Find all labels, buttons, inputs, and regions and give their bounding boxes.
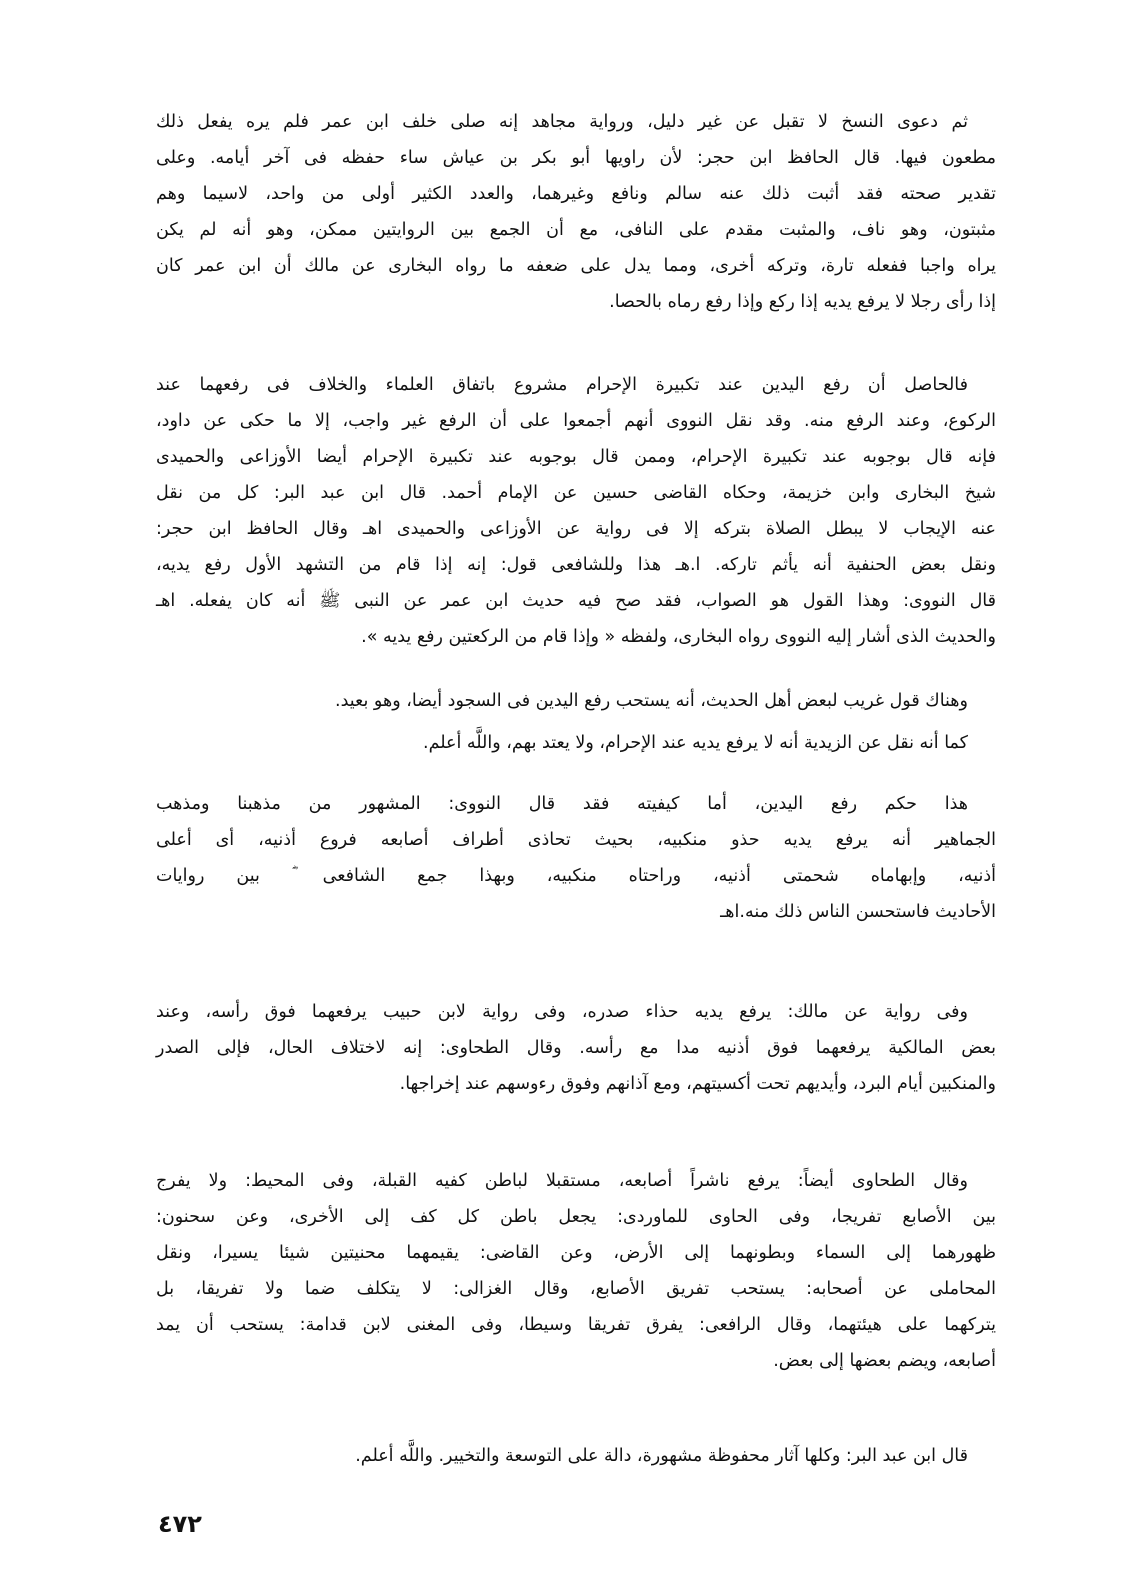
paragraph <box>156 994 996 1102</box>
text-line: كما أنه نقل عن الزيدية أنه لا يرفع يديه عند الإحرام، ولا يعتد بهم، واللَّه أعلم. <box>423 733 968 753</box>
paragraph <box>156 1438 996 1474</box>
text-line: والحديث الذى أشار إليه النووى رواه البخارى، ولفظه « وإذا قام من الركعتين رفع يديه ». <box>361 627 996 647</box>
text-line: مطعون فيها. قال الحافظ ابن حجر: لأن راويها أبو بكر بن عياش ساء حفظه فى آخر أيامه. وعلى <box>156 148 996 168</box>
text-line: شيخ البخارى وابن خزيمة، وحكاه القاضى حسين عن الإمام أحمد. قال ابن عبد البر: كل من نقل <box>156 483 996 503</box>
text-line: الركوع، وعند الرفع منه. وقد نقل النووى أنهم أجمعوا على أن الرفع غير واجب، إلا ما حكى عن داود، <box>156 411 996 431</box>
page-number: ٤٧٢ <box>158 1510 202 1538</box>
text-line: المحاملى عن أصحابه: يستحب تفريق الأصابع، وقال الغزالى: لا يتكلف ضما ولا تفريقا، بل <box>156 1279 996 1299</box>
text-line: وقال الطحاوى أيضاً: يرفع ناشراً أصابعه، مستقبلا لباطن كفيه القبلة، وفى المحيط: ولا يفرج <box>156 1171 968 1191</box>
paragraph <box>156 725 996 761</box>
text-line: تقدير صحته فقد أثبت ذلك عنه سالم ونافع وغيرهما، والعدد الكثير أولى من واحد، لاسيما وهم <box>156 184 996 204</box>
text-line: قال النووى: وهذا القول هو الصواب، فقد صح فيه حديث ابن عمر عن النبى ﷺ أنه كان يفعله. اهـ <box>156 591 996 611</box>
text-line: الأحاديث فاستحسن الناس ذلك منه.اهـ <box>720 902 996 922</box>
text-line: يتركهما على هيئتهما، وقال الرافعى: يفرق تفريقا وسيطا، وفى المغنى لابن قدامة: يستحب أن يمد <box>156 1315 996 1335</box>
paragraph <box>156 1163 996 1379</box>
text-line: بين الأصابع تفريجا، وفى الحاوى للماوردى: يجعل باطن كل كف إلى الأخرى، وعن سحنون: <box>156 1207 996 1227</box>
text-line: إذا رأى رجلا لا يرفع يديه إذا ركع وإذا رفع رماه بالحصا. <box>609 292 996 312</box>
text-line: يراه واجبا ففعله تارة، وتركه أخرى، ومما يدل على ضعفه ما رواه البخارى عن مالك أن ابن عمر كان <box>156 256 996 276</box>
text-line: وهناك قول غريب لبعض أهل الحديث، أنه يستحب رفع اليدين فى السجود أيضا، وهو بعيد. <box>335 691 968 711</box>
text-line: عنه الإيجاب لا يبطل الصلاة بتركه إلا فى رواية عن الأوزاعى والحميدى اهـ وقال الحافظ ابن حجر: <box>156 519 996 539</box>
text-line: وفى رواية عن مالك: يرفع يديه حذاء صدره، وفى رواية لابن حبيب يرفعهما فوق رأسه، وعند <box>156 1002 968 1022</box>
paragraph <box>156 367 996 655</box>
text-line: فإنه قال بوجوبه عند تكبيرة الإحرام، وممن قال بوجوبه عند تكبيرة الإحرام أيضا الأوزاعى والحميدى <box>156 447 996 467</box>
text-line: أذنيه، وإبهاماه شحمتى أذنيه، وراحتاه منكبيه، وبهذا جمع الشافعى ؓ بين روايات <box>156 866 996 886</box>
text-line: ثم دعوى النسخ لا تقبل عن غير دليل، ورواية مجاهد إنه صلى خلف ابن عمر فلم يره يفعل ذلك <box>156 112 968 132</box>
paragraph <box>156 104 996 320</box>
text-line: فالحاصل أن رفع اليدين عند تكبيرة الإحرام مشروع باتفاق العلماء والخلاف فى رفعهما عند <box>156 375 968 395</box>
text-line: هذا حكم رفع اليدين، أما كيفيته فقد قال النووى: المشهور من مذهبنا ومذهب <box>156 794 968 814</box>
paragraph <box>156 786 996 930</box>
text-line: أصابعه، ويضم بعضها إلى بعض. <box>773 1351 996 1371</box>
text-line: قال ابن عبد البر: وكلها آثار محفوظة مشهورة، دالة على التوسعة والتخيير. واللَّه أعلم. <box>355 1446 968 1466</box>
text-line: مثبتون، وهو ناف، والمثبت مقدم على النافى، مع أن الجمع بين الروايتين ممكن، وهو أنه لم يكن <box>156 220 996 240</box>
text-line: ونقل بعض الحنفية أنه يأثم تاركه. ا.هـ هذا وللشافعى قول: إنه إذا قام من التشهد الأول رفع يديه، <box>156 555 996 575</box>
text-line: الجماهير أنه يرفع يديه حذو منكبيه، بحيث تحاذى أطراف أصابعه فروع أذنيه، أى أعلى <box>156 830 996 850</box>
paragraph <box>156 683 996 719</box>
text-line: ظهورهما إلى السماء وبطونهما إلى الأرض، وعن القاضى: يقيمهما محنيتين شيئا يسيرا، ونقل <box>156 1243 996 1263</box>
text-line: بعض المالكية يرفعهما فوق أذنيه مدا مع رأسه. وقال الطحاوى: إنه لاختلاف الحال، فإلى الصدر <box>156 1038 996 1058</box>
text-line: والمنكبين أيام البرد، وأيديهم تحت أكسيتهم، ومع آذانهم وفوق رءوسهم عند إخراجها. <box>399 1074 996 1094</box>
